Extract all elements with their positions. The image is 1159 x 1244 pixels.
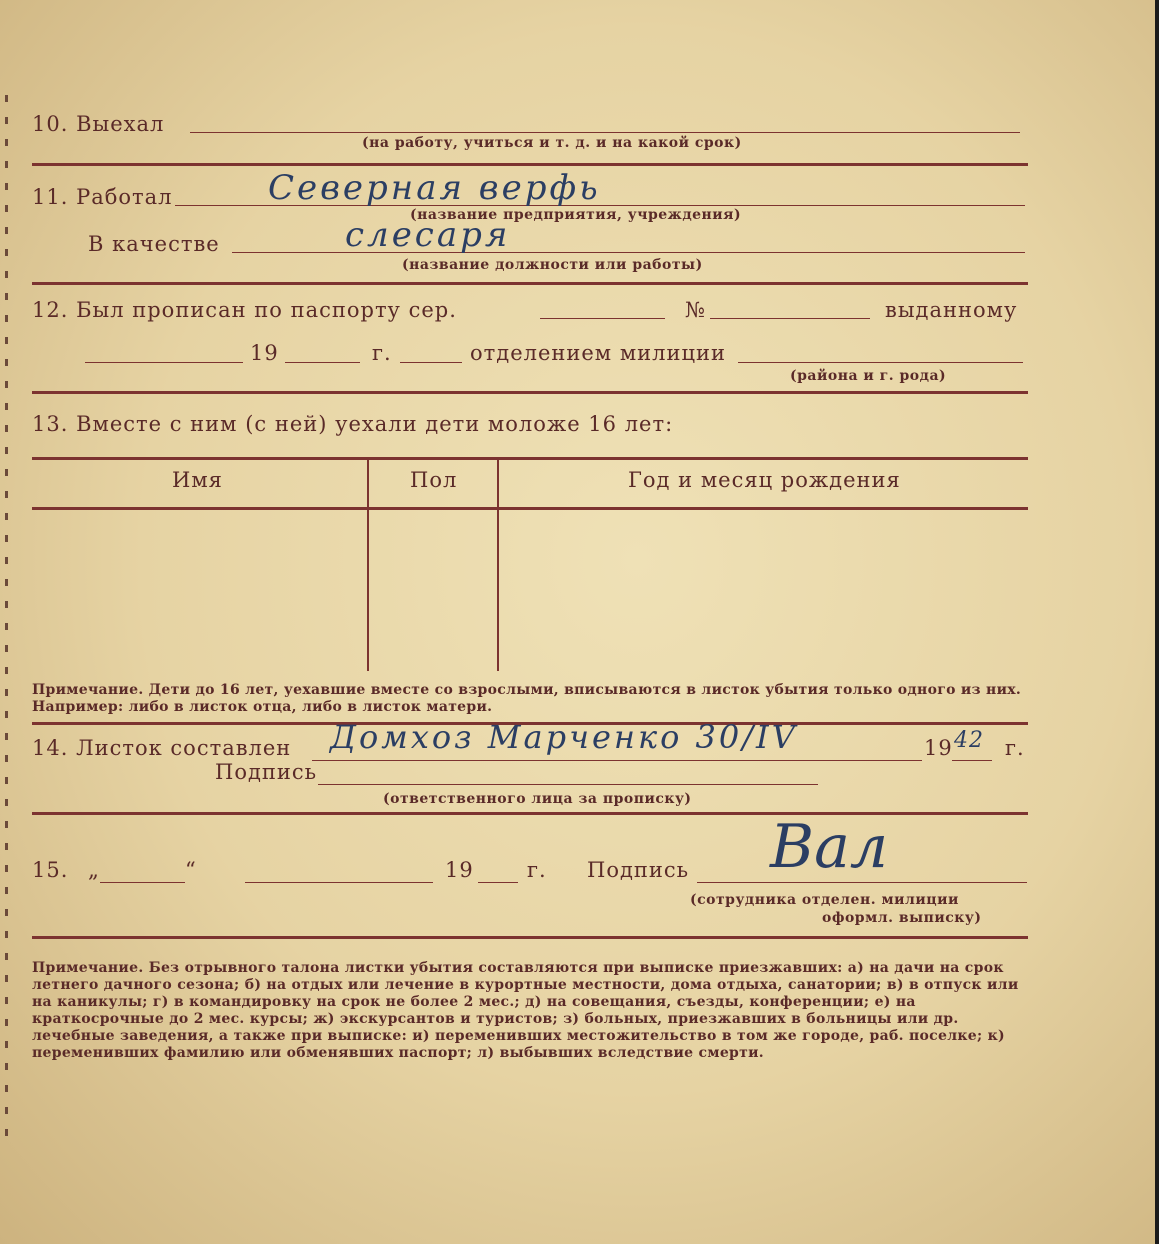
item14-handwriting: Домхоз Марченко 30/IV	[330, 718, 798, 756]
item14-field[interactable]	[312, 760, 922, 761]
item15-signature-label: Подпись	[587, 858, 690, 882]
item13-note: Примечание. Дети до 16 лет, уехавшие вместе со взрослыми, вписываются в листок убытия только одного из них. Например: либо в листок отца, либо в листок матери.	[32, 682, 1022, 715]
item11-label: 11. Работал	[32, 185, 173, 209]
rule-12	[32, 391, 1028, 394]
item15-signature-handwriting: Вал	[770, 812, 889, 882]
item11-position-label: В качестве	[88, 232, 220, 256]
item14-label: 14. Листок составлен	[32, 736, 292, 760]
item15-label: 15.	[32, 858, 69, 882]
item12-series-field[interactable]	[540, 318, 665, 319]
item15-hint-line1: (сотрудника отделен. милиции	[690, 892, 959, 908]
item12-year-prefix: 19	[250, 341, 279, 365]
item11-position-hint: (название должности или работы)	[402, 257, 703, 273]
item15-quote-open: „	[88, 858, 100, 882]
perforation-edge	[5, 95, 8, 1145]
item12-date-field[interactable]	[85, 362, 243, 363]
item15-year-field[interactable]	[478, 882, 518, 883]
children-col-sex: Пол	[410, 468, 458, 492]
item10-hint: (на работу, учиться и т. д. и на какой срок)	[362, 135, 742, 151]
item13-label: 13. Вместе с ним (с ней) уехали дети моложе 16 лет:	[32, 412, 674, 436]
item12-dept-field[interactable]	[738, 362, 1023, 363]
children-table-top-rule	[32, 457, 1028, 460]
item15-day-field[interactable]	[100, 882, 185, 883]
children-table-header-rule	[32, 507, 1028, 510]
item14-year-suffix: г.	[1005, 736, 1025, 760]
item12-year-field[interactable]	[285, 362, 360, 363]
children-table-divider-2	[497, 459, 499, 671]
item15-signature-field[interactable]	[697, 882, 1027, 883]
item12-label: 12. Был прописан по паспорту сер.	[32, 298, 457, 322]
children-col-name: Имя	[172, 468, 223, 492]
item14-year-field[interactable]	[952, 760, 992, 761]
rule-11	[32, 282, 1028, 285]
item15-year-suffix: г.	[527, 858, 547, 882]
scan-edge	[1155, 0, 1159, 1244]
children-table-divider-1	[367, 459, 369, 671]
item12-number-field[interactable]	[710, 318, 870, 319]
item10-label: 10. Выехал	[32, 112, 165, 136]
rule-15	[32, 936, 1028, 939]
children-col-birth: Год и месяц рождения	[628, 468, 901, 492]
item14-signature-field[interactable]	[318, 784, 818, 785]
item12-number-sign: №	[685, 298, 706, 322]
footnote-title: Примечание.	[32, 960, 144, 976]
footnote-text: Без отрывного талона листки убытия составляются при выписке приезжавших: а) на дачи на срок летнего дачного сезона; б) на отдых или лечение в курортные местности, дома отдыха, санатории; в) в отпуск или на каникулы; г) в командировку на срок не более 2 мес.; д) на совещания, съезды, конференции; е) на краткосрочные до 2 мес. курсы; ж) экскурсантов и туристов; з) больных, приезжавших в больницы или др. лечебные заведения, а также при выписке: и) переменивших местожительство в том же городе, раб. поселке; к) переменивших фамилию или обменявших паспорт; л) выбывших вследствие смерти.	[32, 960, 1019, 1061]
item15-month-field[interactable]	[245, 882, 433, 883]
item11-position-handwriting: слесаря	[345, 215, 511, 255]
item12-issued: выданному	[885, 298, 1018, 322]
rule-10	[32, 163, 1028, 166]
item15-hint-line2: оформл. выписку)	[822, 910, 982, 926]
item12-dept: отделением милиции	[470, 341, 726, 365]
item12-blank[interactable]	[400, 362, 462, 363]
item15-year-prefix: 19	[445, 858, 474, 882]
footnote	[32, 960, 1032, 1062]
item14-signature-label: Подпись	[215, 760, 318, 784]
item11-workplace-handwriting: Северная верфь	[268, 168, 601, 208]
item14-hint: (ответственного лица за прописку)	[383, 791, 692, 807]
item14-year-handwriting: 42	[954, 728, 984, 753]
item11-workplace-hint: (название предприятия, учреждения)	[410, 207, 742, 223]
item12-hint: (района и г. рода)	[790, 368, 947, 384]
item10-field[interactable]	[190, 132, 1020, 133]
item12-year-suffix: г.	[372, 341, 392, 365]
item14-year-prefix: 19	[924, 736, 953, 760]
item15-quote-close: “	[185, 858, 197, 882]
